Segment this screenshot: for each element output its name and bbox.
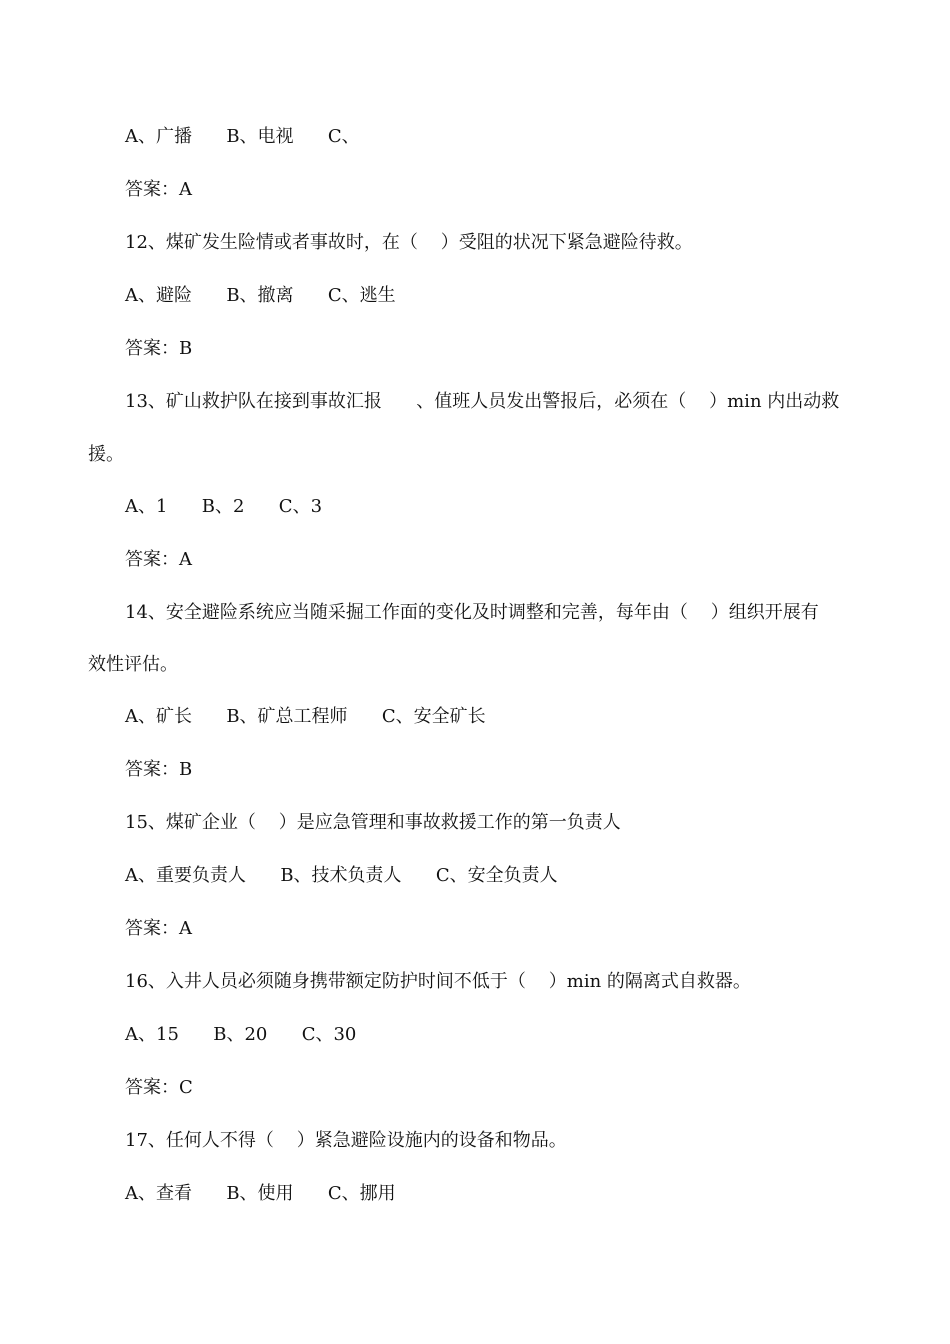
q16-options: A、15 B、20 C、30	[125, 1024, 357, 1045]
q17-question: 17、任何人不得（ ）紧急避险设施内的设备和物品。	[125, 1130, 567, 1151]
q16-question: 16、入井人员必须随身携带额定防护时间不低于（ ）min 的隔离式自救器。	[125, 971, 751, 992]
q14-question: 14、安全避险系统应当随采掘工作面的变化及时调整和完善，每年由（ ）组织开展有	[125, 602, 819, 623]
q15-options: A、重要负责人 B、技术负责人 C、安全负责人	[125, 865, 558, 886]
q11-answer: 答案：A	[125, 179, 192, 200]
q14-options: A、矿长 B、矿总工程师 C、安全矿长	[125, 706, 486, 727]
q13-question: 13、矿山救护队在接到事故汇报 、值班人员发出警报后，必须在（ ）min 内出动救	[125, 391, 840, 412]
q13-options: A、1 B、2 C、3	[125, 496, 323, 517]
q15-answer: 答案：A	[125, 918, 192, 939]
q17-options: A、查看 B、使用 C、挪用	[125, 1183, 396, 1204]
q16-answer: 答案：C	[125, 1077, 193, 1098]
q12-question: 12、煤矿发生险情或者事故时，在（ ）受阻的状况下紧急避险待救。	[125, 232, 693, 253]
q12-options: A、避险 B、撤离 C、逃生	[125, 285, 396, 306]
q12-answer: 答案：B	[125, 338, 193, 359]
q13-answer: 答案：A	[125, 549, 192, 570]
q11-options: A、广播 B、电视 C、	[125, 126, 360, 147]
q14-answer: 答案：B	[125, 759, 193, 780]
q14-question-continued: 效性评估。	[88, 654, 178, 675]
q13-question-continued: 援。	[88, 444, 124, 465]
q15-question: 15、煤矿企业（ ）是应急管理和事故救援工作的第一负责人	[125, 812, 621, 833]
